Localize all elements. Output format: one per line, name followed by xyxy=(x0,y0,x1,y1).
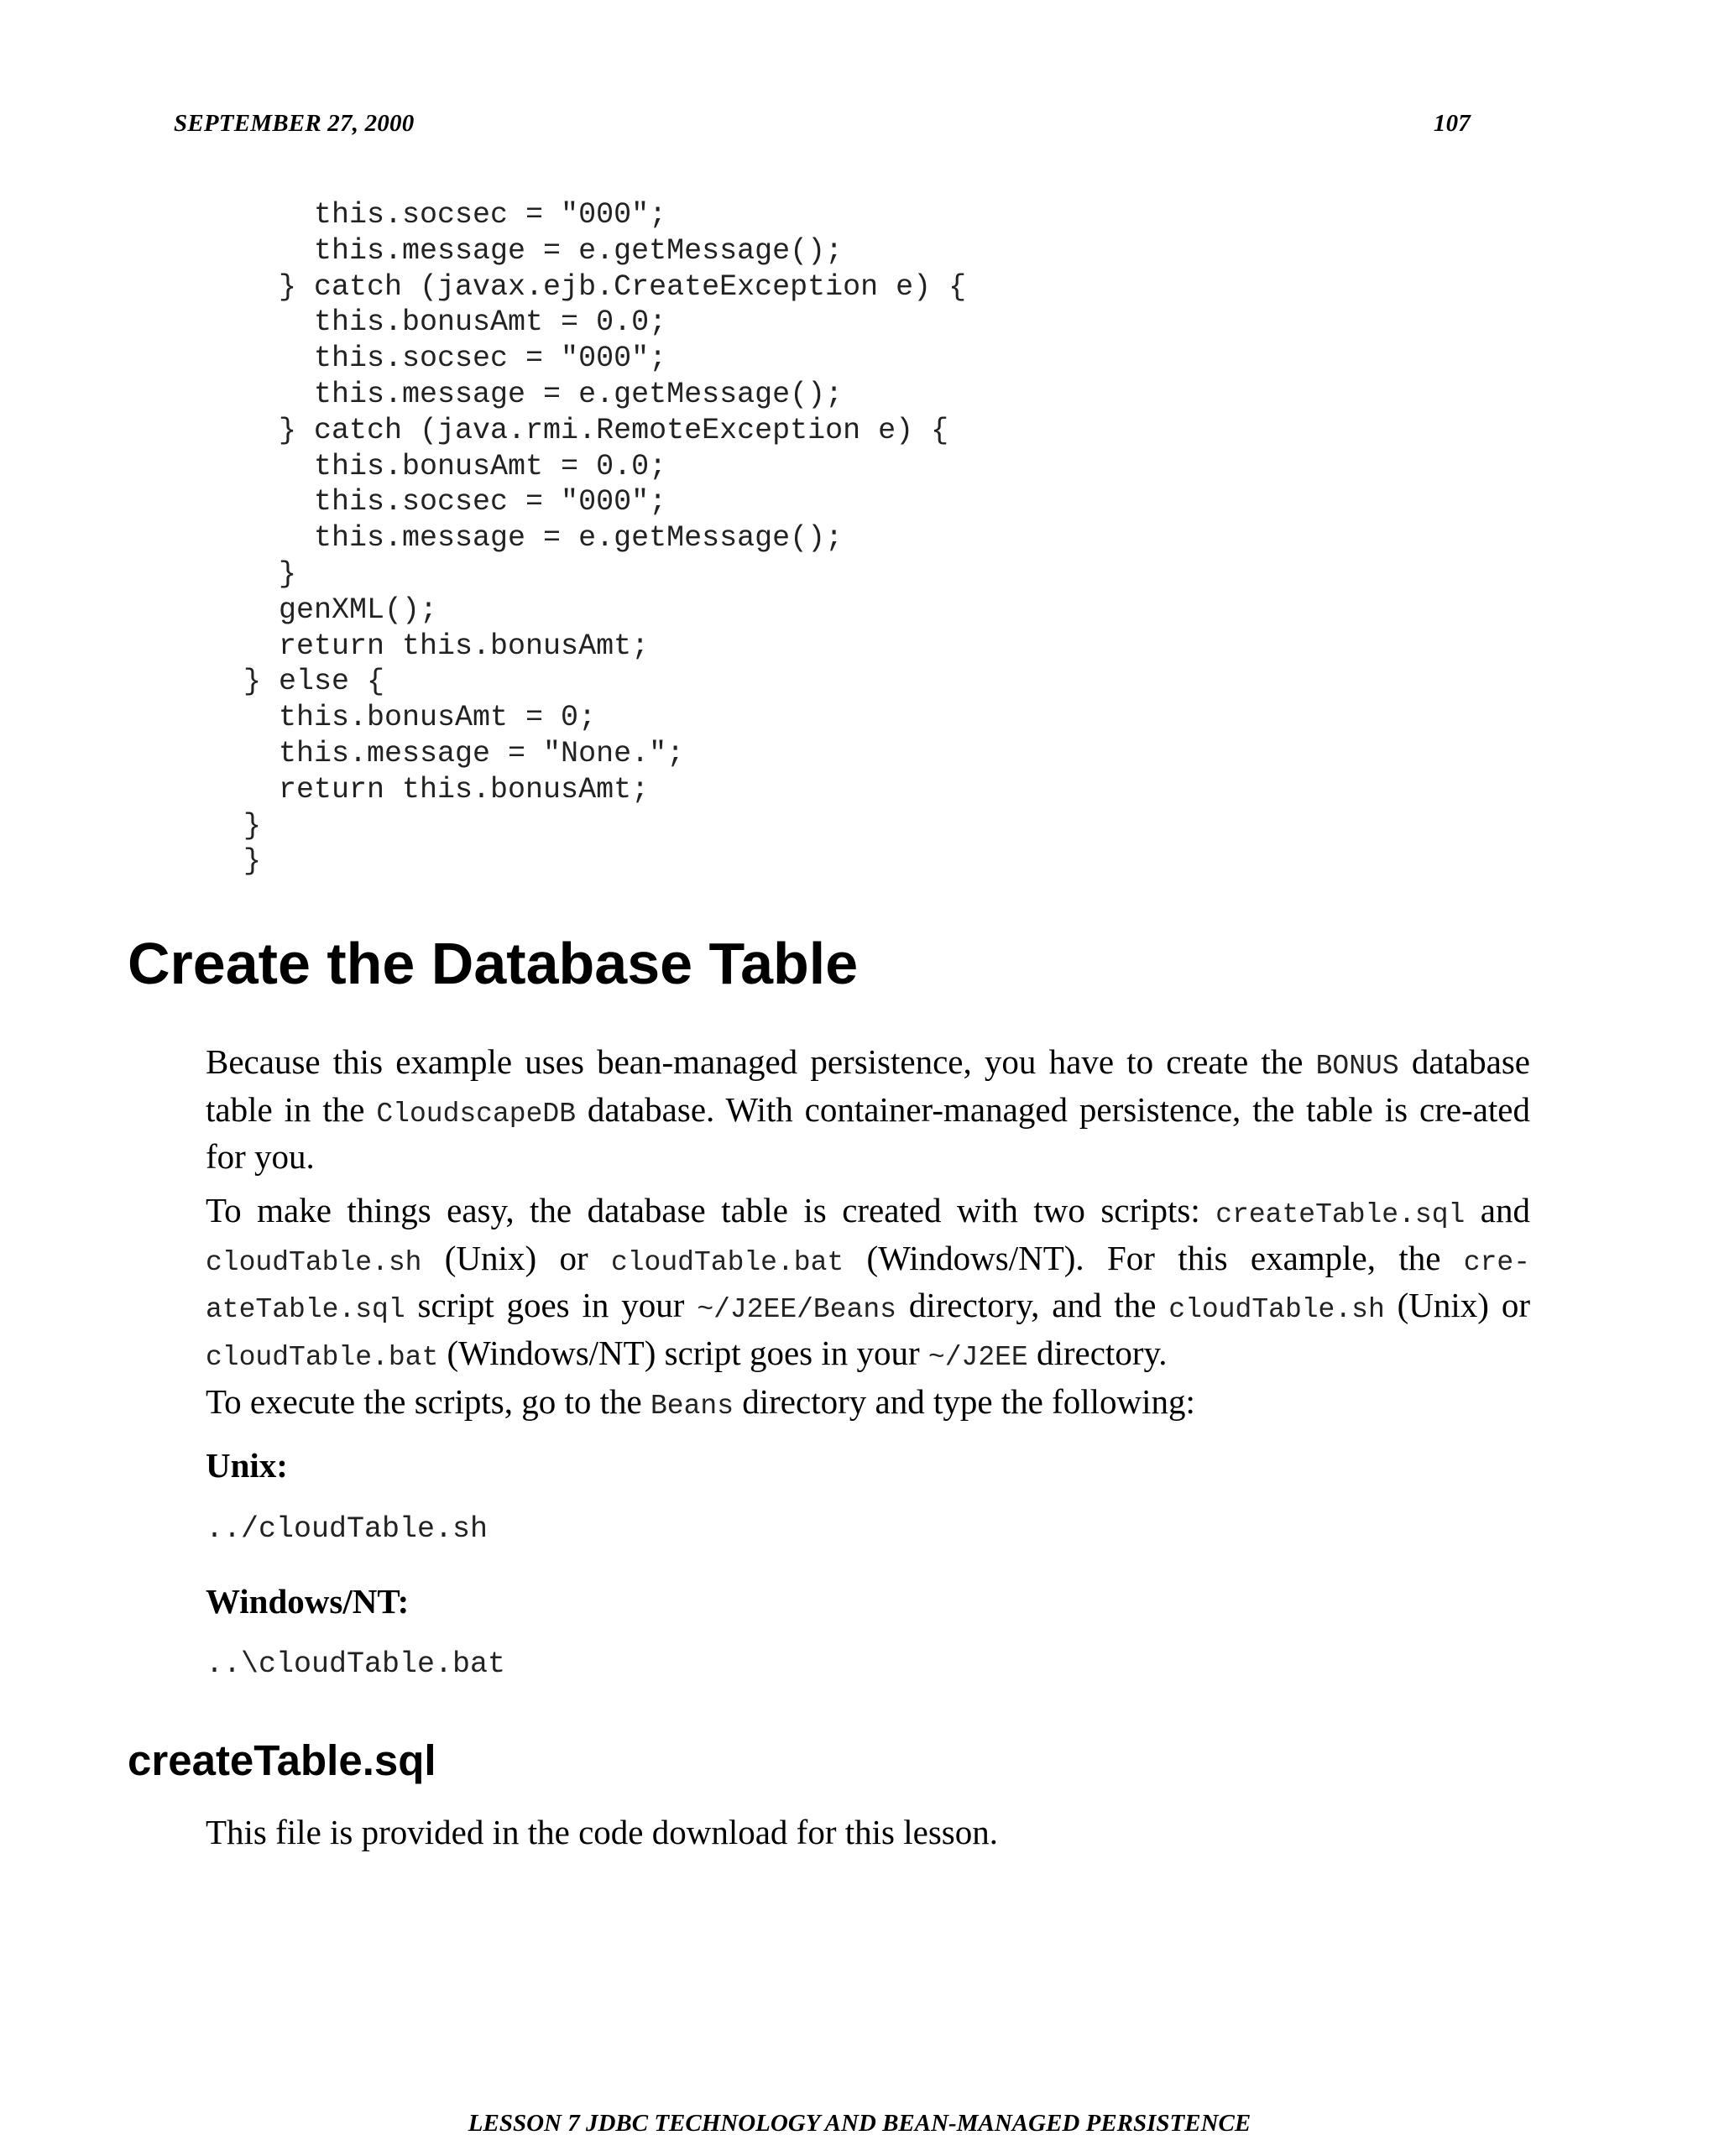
text-run: To execute the scripts, go to the xyxy=(206,1382,651,1421)
inline-code: cloudTable.sh xyxy=(1168,1294,1385,1325)
footer-lesson-title: LESSON 7 JDBC TECHNOLOGY AND BEAN-MANAGED PERSISTENCE xyxy=(468,2110,1251,2137)
text-run: script goes in your xyxy=(405,1286,698,1324)
inline-code: cloudTable.sh xyxy=(206,1246,422,1278)
windows-label: Windows/NT: xyxy=(206,1582,410,1621)
code-line: this.bonusAmt = 0; xyxy=(243,701,597,735)
windows-command: ..\cloudTable.bat xyxy=(206,1647,506,1681)
header-page-number: 107 xyxy=(1433,110,1471,137)
code-line: } catch (javax.ejb.CreateException e) { xyxy=(243,269,967,304)
text-run: directory and type the following: xyxy=(734,1382,1195,1421)
text-run: database table in the xyxy=(206,1042,1530,1129)
unix-command: ../cloudTable.sh xyxy=(206,1512,489,1546)
code-line: this.socsec = "000"; xyxy=(243,485,667,519)
inline-code: BONUS xyxy=(1315,1051,1399,1082)
code-line: } else { xyxy=(243,665,385,699)
code-listing xyxy=(243,197,966,880)
code-line: this.message = e.getMessage(); xyxy=(243,233,844,268)
inline-code: cloudTable.bat xyxy=(610,1246,844,1278)
code-line: this.socsec = "000"; xyxy=(243,198,667,232)
header-date: SEPTEMBER 27, 2000 xyxy=(174,110,415,137)
code-line: genXML(); xyxy=(243,593,438,627)
section-heading: Create the Database Table xyxy=(128,931,859,996)
unix-label: Unix: xyxy=(206,1446,288,1485)
code-line: this.message = e.getMessage(); xyxy=(243,377,844,411)
code-line: return this.bonusAmt; xyxy=(243,629,650,663)
code-line: } xyxy=(243,556,297,591)
text-run: (Unix) or xyxy=(421,1238,611,1277)
code-line: this.bonusAmt = 0.0; xyxy=(243,449,667,483)
text-run: directory, and the xyxy=(896,1286,1169,1324)
inline-code: ~/J2EE/Beans xyxy=(697,1294,896,1325)
subsection-heading: createTable.sql xyxy=(128,1736,436,1784)
text-run: To make things easy, the database table is created with two scripts: xyxy=(206,1191,1216,1229)
code-line: this.bonusAmt = 0.0; xyxy=(243,305,667,340)
text-run: (Unix) or xyxy=(1384,1286,1530,1324)
inline-code: ~/J2EE xyxy=(927,1341,1028,1373)
code-line: this.message = e.getMessage(); xyxy=(243,521,844,556)
inline-code: CloudscapeDB xyxy=(376,1098,576,1130)
paragraph-bean-managed xyxy=(206,1041,1530,1178)
text-run: (Windows/NT). For this example, the xyxy=(844,1238,1464,1277)
code-line: } xyxy=(243,844,262,879)
text-run: Because this example uses bean-managed persistence, you have to create the xyxy=(206,1042,1316,1081)
code-line: this.message = "None."; xyxy=(243,736,685,770)
code-line: } xyxy=(243,808,262,843)
inline-code: createTable.sql xyxy=(1215,1199,1466,1230)
paragraph-scripts xyxy=(206,1189,1530,1379)
text-run: database. With container-managed persistence, the table is cre-ated for you. xyxy=(206,1089,1530,1176)
code-line: this.socsec = "000"; xyxy=(243,342,667,376)
inline-code: cre-ateTable.sql xyxy=(206,1246,1530,1325)
code-line: } catch (java.rmi.RemoteException e) { xyxy=(243,413,949,447)
text-run: (Windows/NT) script goes in your xyxy=(438,1333,928,1372)
code-line: return this.bonusAmt; xyxy=(243,772,650,807)
text-run: and xyxy=(1465,1191,1531,1229)
paragraph-execute xyxy=(206,1381,1530,1428)
inline-code: cloudTable.bat xyxy=(206,1341,439,1373)
paragraph-download: This file is provided in the code download for this lesson. xyxy=(206,1813,998,1851)
inline-code: Beans xyxy=(650,1391,734,1422)
text-run: directory. xyxy=(1027,1333,1168,1372)
